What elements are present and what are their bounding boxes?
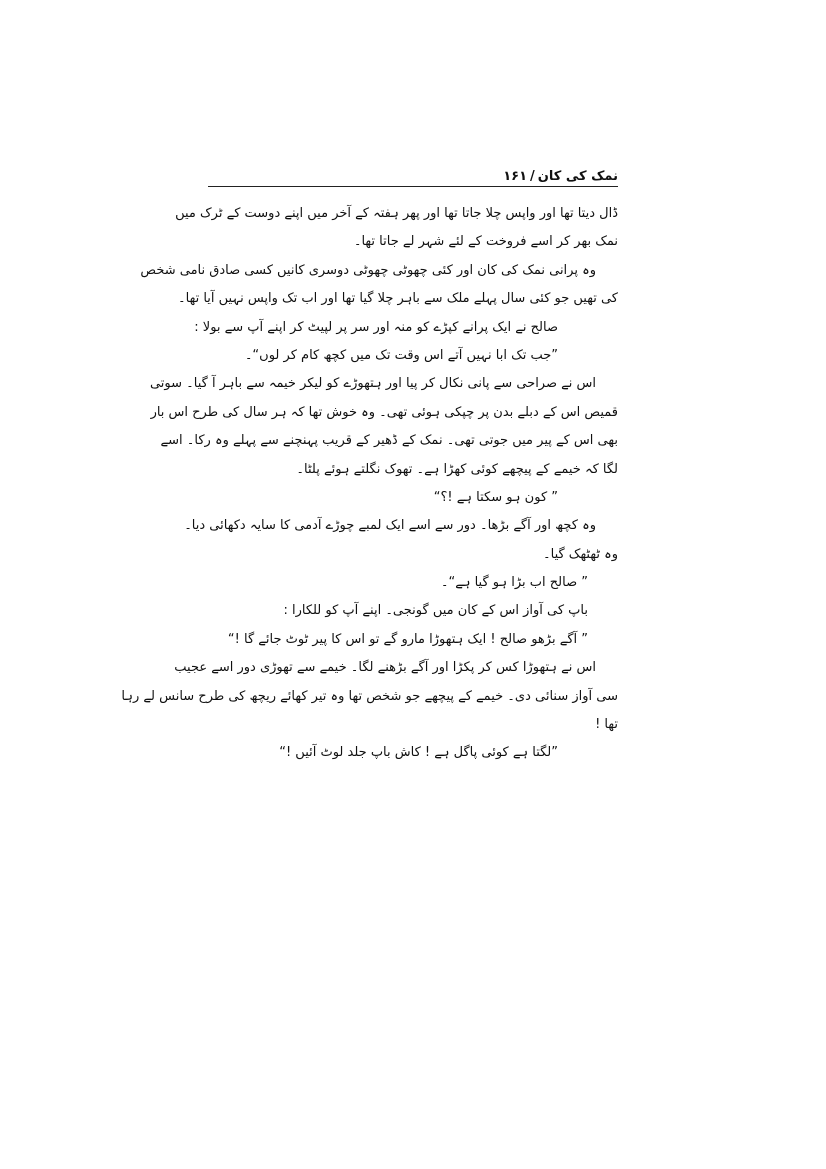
text-line: کی تھیں جو کئی سال پہلے ملک سے باہر چلا گیا تھا اور اب تک واپس نہیں آیا تھا۔ bbox=[178, 291, 618, 307]
body-text bbox=[121, 200, 618, 768]
text-line: تھا ! bbox=[595, 717, 618, 733]
text-line: اس نے ہتھوڑا کس کر پکڑا اور آگے بڑھنے لگا۔ خیمے سے تھوڑی دور اسے عجیب bbox=[174, 660, 596, 676]
text-line: ” صالح اب بڑا ہو گیا ہے“۔ bbox=[440, 575, 588, 591]
text-line: ”لگتا ہے کوئی پاگل ہے ! کاش باپ جلد لوٹ آئیں !“ bbox=[279, 745, 558, 761]
running-header bbox=[208, 158, 618, 184]
text-line: باپ کی آواز اس کے کان میں گونجی۔ اپنے آپ کو للکارا : bbox=[283, 603, 588, 619]
text-line: وہ کچھ اور آگے بڑھا۔ دور سے اسے ایک لمبے چوڑے آدمی کا سایہ دکھائی دیا۔ bbox=[184, 518, 596, 534]
header-rule bbox=[208, 186, 618, 187]
text-line: سی آواز سنائی دی۔ خیمے کے پیچھے جو شخص تھا وہ تیر کھائے ریچھ کی طرح سانس لے رہا bbox=[121, 688, 618, 704]
text-line: ” کون ہو سکتا ہے !؟“ bbox=[433, 489, 558, 505]
header-separator: / bbox=[530, 169, 535, 184]
text-line: قمیص اس کے دبلے بدن پر چپکی ہوئی تھی۔ وہ خوش تھا کہ ہر سال کی طرح اس بار bbox=[150, 404, 618, 420]
book-title: نمک کی کان bbox=[537, 169, 618, 184]
text-line: وہ ٹھٹھک گیا۔ bbox=[542, 546, 618, 562]
text-line: ” آگے بڑھو صالح ! ایک ہتھوڑا مارو گے تو اس کا پیر ٹوٹ جائے گا !“ bbox=[227, 631, 588, 647]
text-line: صالح نے ایک پرانے کپڑے کو منہ اور سر پر لپیٹ کر اپنے آپ سے بولا : bbox=[194, 319, 558, 335]
text-line: لگا کہ خیمے کے پیچھے کوئی کھڑا ہے۔ تھوک نگلتے ہوئے پلٹا۔ bbox=[296, 461, 618, 477]
text-line: وہ پرانی نمک کی کان اور کئی چھوٹی چھوٹی دوسری کانیں کسی صادق نامی شخص bbox=[140, 262, 596, 278]
text-line: بھی اس کے پیر میں جوتی تھی۔ نمک کے ڈھیر کے قریب پہنچنے سے پہلے وہ رکا۔ اسے bbox=[160, 433, 618, 449]
text-line: اس نے صراحی سے پانی نکال کر پیا اور ہتھوڑے کو لیکر خیمہ سے باہر آ گیا۔ سوتی bbox=[149, 376, 596, 392]
page-number: ۱۶۱ bbox=[503, 169, 528, 184]
text-line: نمک بھر کر اسے فروخت کے لئے شہر لے جاتا تھا۔ bbox=[353, 234, 618, 250]
text-line: ”جب تک ابا نہیں آتے اس وقت تک میں کچھ کام کر لوں“۔ bbox=[244, 347, 558, 363]
text-line: ڈال دیتا تھا اور واپس چلا جاتا تھا اور پھر ہفتہ کے آخر میں اپنے دوست کے ٹرک میں bbox=[175, 206, 618, 221]
